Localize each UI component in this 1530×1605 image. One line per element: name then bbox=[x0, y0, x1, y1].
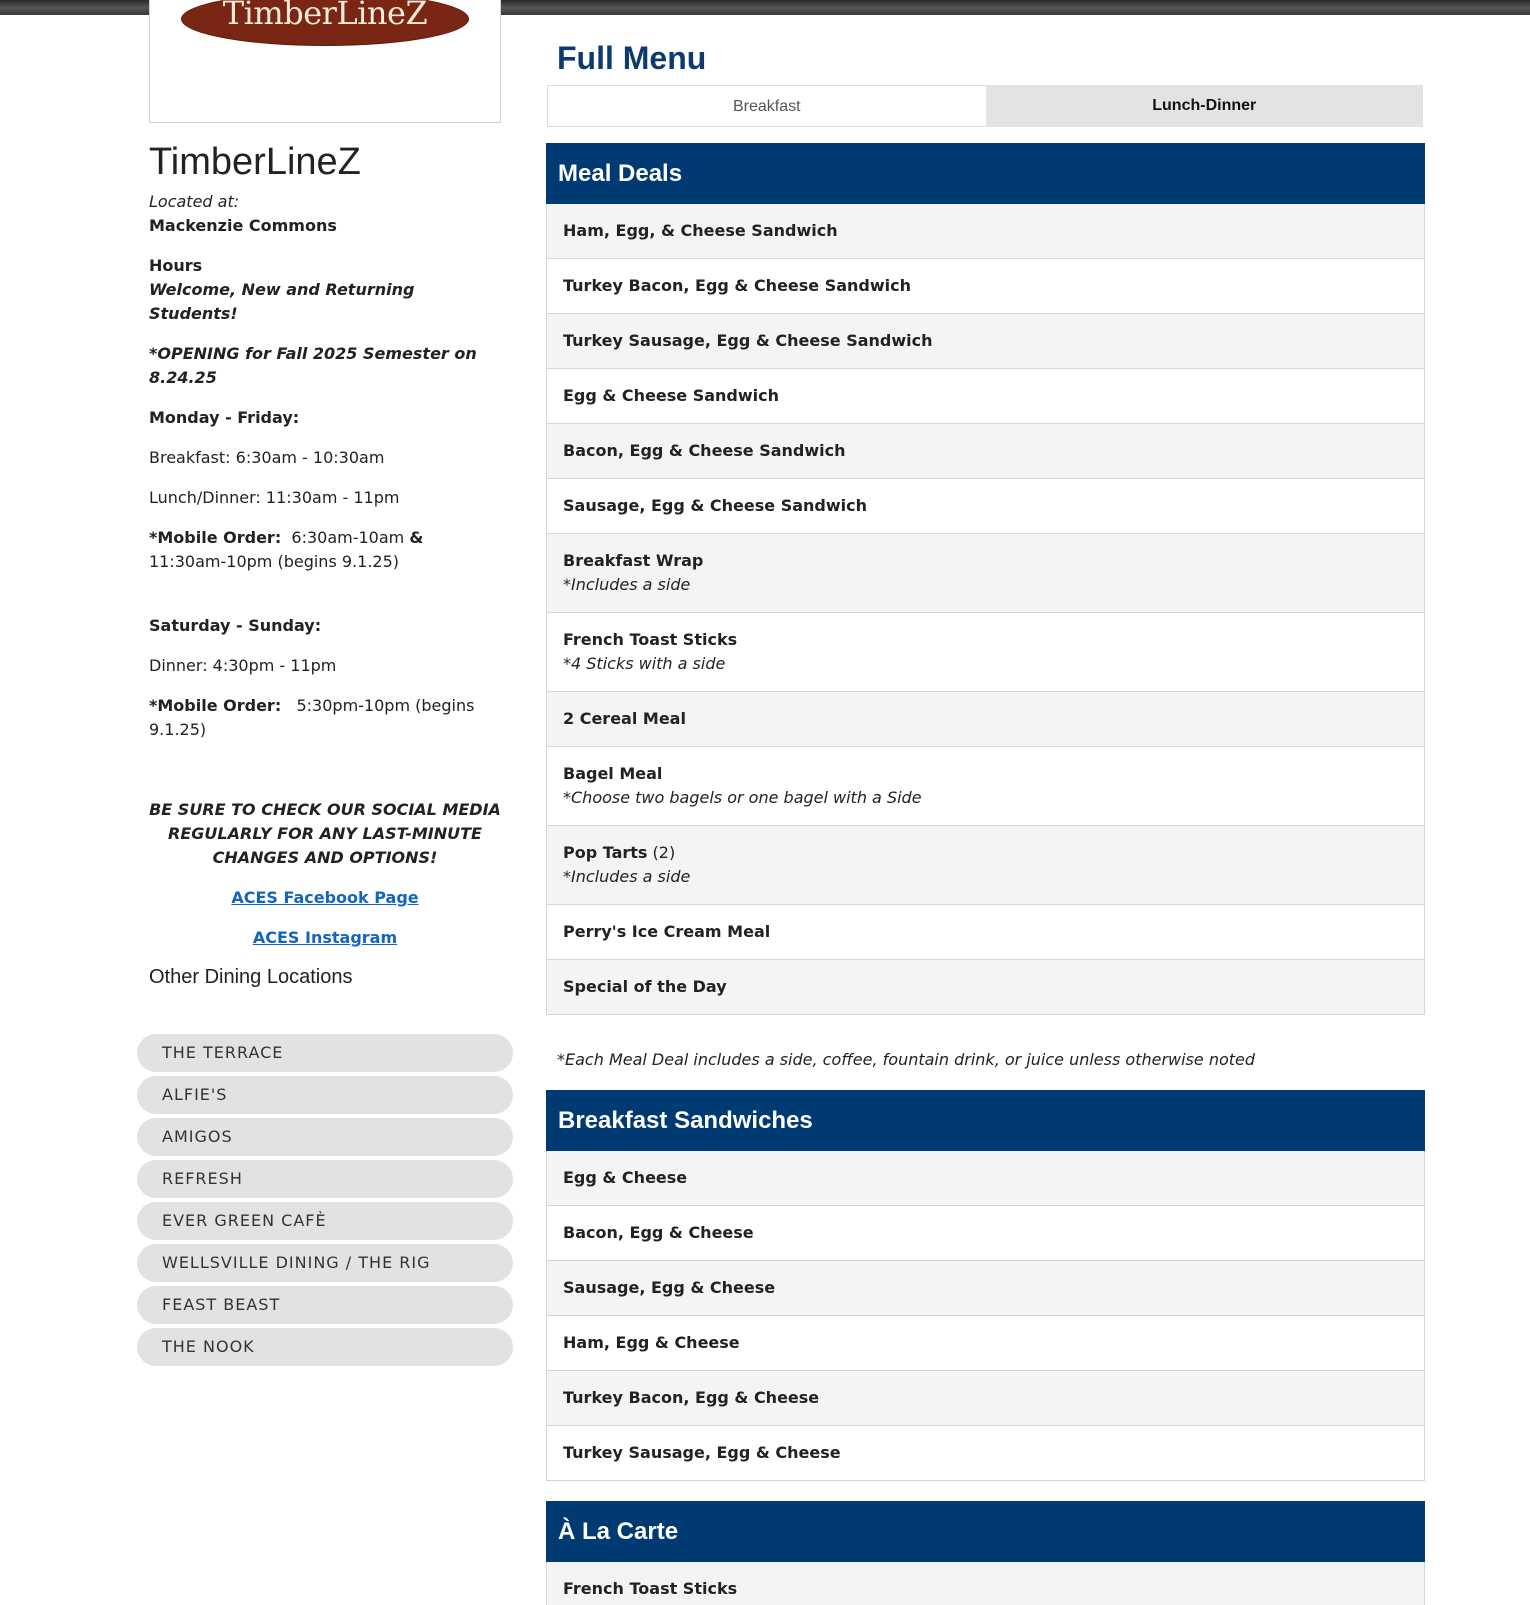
item-name: Perry's Ice Cream Meal bbox=[563, 922, 771, 941]
welcome-text: Welcome, New and Returning Students! bbox=[149, 280, 415, 323]
section-header: À La Carte bbox=[546, 1501, 1425, 1562]
menu-item bbox=[547, 423, 1424, 478]
mobile-order-label: *Mobile Order: bbox=[149, 528, 282, 547]
item-name: Egg & Cheese Sandwich bbox=[563, 386, 780, 405]
menu-item bbox=[547, 1151, 1424, 1205]
menu-item bbox=[547, 1562, 1424, 1605]
weekend-label: Saturday - Sunday: bbox=[149, 616, 322, 635]
menu-item bbox=[547, 258, 1424, 313]
item-name: Sausage, Egg & Cheese bbox=[563, 1278, 776, 1297]
location-pill-the-nook[interactable]: THE NOOK bbox=[137, 1328, 513, 1366]
item-name: Ham, Egg, & Cheese Sandwich bbox=[563, 221, 838, 240]
location-pill-refresh[interactable]: REFRESH bbox=[137, 1160, 513, 1198]
tab-lunch-dinner[interactable]: Lunch-Dinner bbox=[986, 85, 1424, 127]
section-breakfast-sandwiches bbox=[546, 1090, 1425, 1481]
mobile-order-amp: & bbox=[409, 528, 424, 547]
instagram-link[interactable]: ACES Instagram bbox=[252, 928, 398, 947]
location-pill-the-terrace[interactable]: THE TERRACE bbox=[137, 1034, 513, 1072]
item-name: French Toast Sticks bbox=[563, 630, 738, 649]
menu-item bbox=[547, 533, 1424, 612]
location-pill-amigos[interactable]: AMIGOS bbox=[137, 1118, 513, 1156]
meal-deal-note: *Each Meal Deal includes a side, coffee, fountain drink, or juice unless otherwise noted bbox=[557, 1050, 1256, 1069]
menu-item bbox=[547, 313, 1424, 368]
section-header: Meal Deals bbox=[546, 143, 1425, 204]
menu-item bbox=[547, 904, 1424, 959]
menu-tabs bbox=[547, 85, 1423, 127]
item-name: Sausage, Egg & Cheese Sandwich bbox=[563, 496, 867, 515]
item-name: 2 Cereal Meal bbox=[563, 709, 686, 728]
item-name: Egg & Cheese bbox=[563, 1168, 688, 1187]
menu-item bbox=[547, 1425, 1424, 1480]
location-pill-ever-green-cafe[interactable]: EVER GREEN CAFÈ bbox=[137, 1202, 513, 1240]
section-meal-deals bbox=[546, 143, 1425, 1015]
item-description: *Includes a side bbox=[563, 867, 691, 886]
mobile-order-label: *Mobile Order: bbox=[149, 696, 282, 715]
opening-text: *OPENING for Fall 2025 Semester on 8.24.25 bbox=[149, 344, 477, 387]
item-name: Turkey Sausage, Egg & Cheese Sandwich bbox=[563, 331, 933, 350]
section-items bbox=[546, 204, 1425, 1015]
item-name: Turkey Sausage, Egg & Cheese bbox=[563, 1443, 841, 1462]
weekday-mobile-order bbox=[149, 526, 501, 574]
item-description: *Choose two bagels or one bagel with a Side bbox=[563, 788, 922, 807]
menu-item bbox=[547, 1205, 1424, 1260]
item-name: Bacon, Egg & Cheese Sandwich bbox=[563, 441, 846, 460]
item-name: Special of the Day bbox=[563, 977, 727, 996]
menu-item bbox=[547, 612, 1424, 691]
menu-item bbox=[547, 1315, 1424, 1370]
menu-title: Full Menu bbox=[557, 40, 707, 76]
weekday-lunch-hours: Lunch/Dinner: 11:30am - 11pm bbox=[149, 488, 400, 507]
item-quantity: (2) bbox=[652, 843, 676, 862]
weekend-dinner-hours: Dinner: 4:30pm - 11pm bbox=[149, 656, 337, 675]
item-description: *4 Sticks with a side bbox=[563, 654, 726, 673]
menu-item bbox=[547, 478, 1424, 533]
social-notice: BE SURE TO CHECK OUR SOCIAL MEDIA REGULARLY FOR ANY LAST-MINUTE CHANGES AND OPTIONS! bbox=[149, 800, 501, 867]
section-a-la-carte bbox=[546, 1501, 1425, 1605]
location-name: Mackenzie Commons bbox=[149, 216, 337, 235]
weekend-mobile-order bbox=[149, 694, 501, 742]
sidebar bbox=[149, 138, 501, 990]
menu-item bbox=[547, 1260, 1424, 1315]
item-name: Ham, Egg & Cheese bbox=[563, 1333, 740, 1352]
weekend-mobile-times: 5:30pm-10pm (begins 9.1.25) bbox=[149, 696, 475, 739]
item-name: Turkey Bacon, Egg & Cheese bbox=[563, 1388, 820, 1407]
logo-box[interactable] bbox=[149, 0, 501, 123]
menu-item bbox=[547, 1370, 1424, 1425]
menu-item bbox=[547, 691, 1424, 746]
item-name: French Toast Sticks bbox=[563, 1579, 738, 1598]
located-at-label: Located at: bbox=[149, 192, 240, 211]
weekday-breakfast-hours: Breakfast: 6:30am - 10:30am bbox=[149, 448, 385, 467]
item-name: Breakfast Wrap bbox=[563, 551, 704, 570]
item-description: *Includes a side bbox=[563, 575, 691, 594]
item-name: Bacon, Egg & Cheese bbox=[563, 1223, 754, 1242]
menu-item bbox=[547, 368, 1424, 423]
logo-text: TimberLineZ bbox=[222, 0, 428, 32]
weekday-label: Monday - Friday: bbox=[149, 408, 300, 427]
location-title: TimberLineZ bbox=[149, 141, 361, 183]
other-locations-title: Other Dining Locations bbox=[149, 966, 353, 988]
location-pill-wellsville-dining[interactable]: WELLSVILLE DINING / THE RIG bbox=[137, 1244, 513, 1282]
location-pill-feast-beast[interactable]: FEAST BEAST bbox=[137, 1286, 513, 1324]
section-items bbox=[546, 1562, 1425, 1605]
menu-item bbox=[547, 746, 1424, 825]
item-name: Bagel Meal bbox=[563, 764, 663, 783]
hours-label: Hours bbox=[149, 256, 203, 275]
menu-item bbox=[547, 204, 1424, 258]
section-header: Breakfast Sandwiches bbox=[546, 1090, 1425, 1151]
section-items bbox=[546, 1151, 1425, 1481]
location-pill-alfies[interactable]: ALFIE'S bbox=[137, 1076, 513, 1114]
item-name: Turkey Bacon, Egg & Cheese Sandwich bbox=[563, 276, 912, 295]
logo-oval bbox=[181, 0, 469, 46]
other-locations-list bbox=[137, 1034, 513, 1370]
menu-item bbox=[547, 959, 1424, 1014]
tab-breakfast[interactable]: Breakfast bbox=[547, 85, 986, 127]
item-name: Pop Tarts bbox=[563, 843, 648, 862]
mobile-order-times-2: 11:30am-10pm (begins 9.1.25) bbox=[149, 552, 399, 571]
menu-item bbox=[547, 825, 1424, 904]
mobile-order-times: 6:30am-10am bbox=[291, 528, 405, 547]
facebook-link[interactable]: ACES Facebook Page bbox=[231, 888, 419, 907]
